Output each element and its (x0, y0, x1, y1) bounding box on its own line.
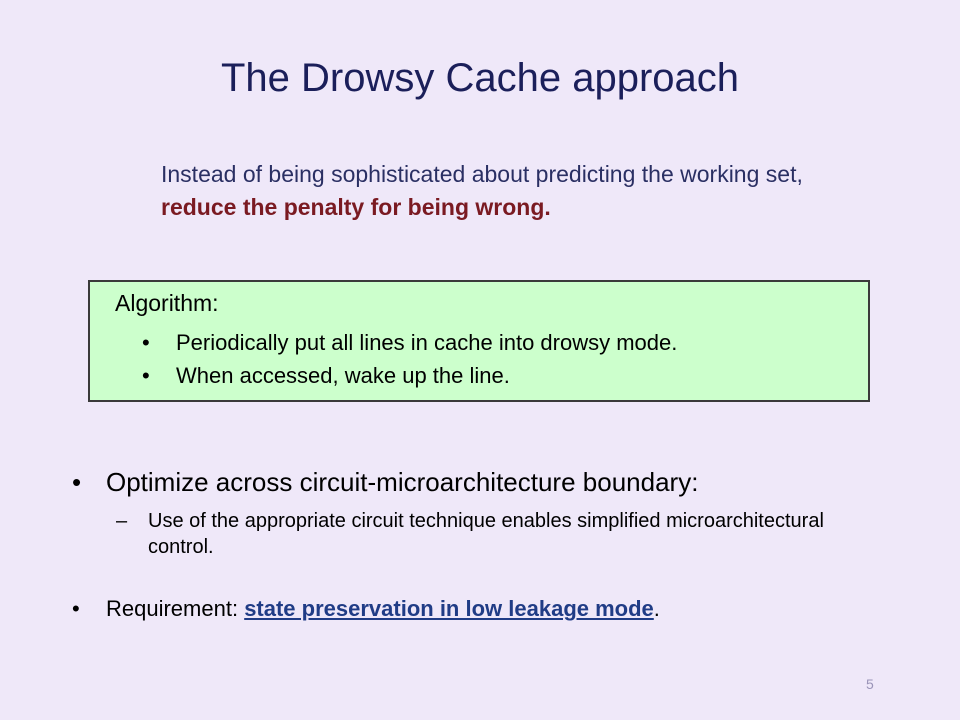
algorithm-item (142, 359, 677, 392)
sub-bullet-text: Use of the appropriate circuit technique enables simplified microarchitectural control. (148, 510, 824, 558)
main-bullet-text: Optimize across circuit-microarchitecture boundary: (106, 467, 699, 497)
algorithm-heading: Algorithm: (115, 290, 219, 316)
intro-emphasis: reduce the penalty for being wrong. (161, 194, 551, 220)
requirement-bullet (72, 596, 660, 622)
bullet-icon: • (142, 330, 150, 355)
algorithm-list (142, 326, 677, 392)
bullet-icon: • (142, 363, 150, 388)
bullet-icon: • (72, 596, 80, 621)
main-bullet (72, 467, 698, 498)
intro-paragraph (161, 158, 841, 224)
dash-icon: – (116, 510, 128, 532)
bullet-icon: • (72, 467, 82, 497)
intro-text: Instead of being sophisticated about predicting the working set, (161, 161, 803, 187)
requirement-suffix: . (653, 596, 660, 621)
slide-title: The Drowsy Cache approach (220, 56, 740, 100)
requirement-prefix: Requirement: (106, 596, 245, 621)
algorithm-item (142, 326, 677, 359)
requirement-link[interactable]: state preservation in low leakage mode (244, 596, 654, 621)
sub-bullet (116, 508, 876, 560)
algorithm-item-text: Periodically put all lines in cache into drowsy mode. (176, 330, 678, 355)
page-number: 5 (866, 676, 874, 692)
algorithm-box (88, 280, 870, 402)
algorithm-item-text: When accessed, wake up the line. (176, 363, 510, 388)
